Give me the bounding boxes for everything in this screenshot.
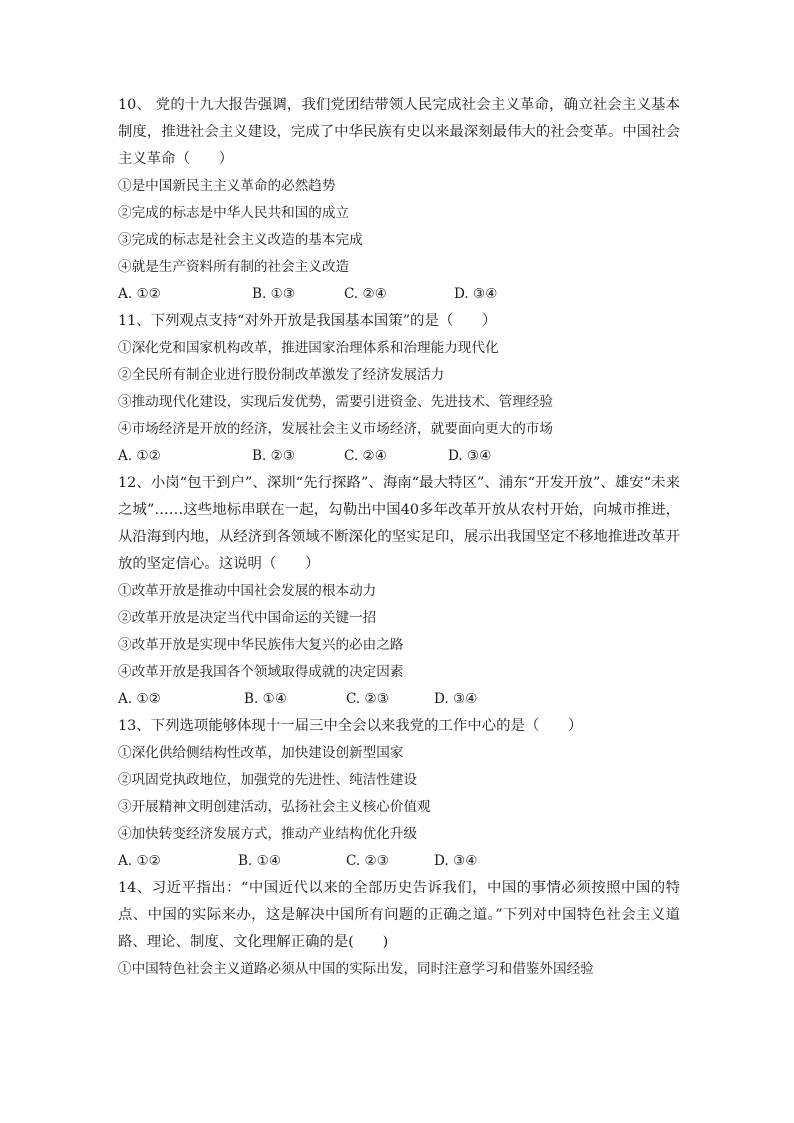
statement-option: ④加快转变经济发展方式，推动产业结构优化升级 (118, 826, 418, 842)
choice-b: B. ①④ (238, 853, 282, 869)
statement-option: ④改革开放是我国各个领域取得成就的决定因素 (118, 664, 404, 680)
answer-choices (118, 848, 680, 875)
question-stem: 12、小岗“包干到户”、深圳“先行探路”、海南“最大特区”、浦东“开发开放”、雄安“未来之城”……这些地标串联在一起，勾勒出中国40多年改革开放从农村开始，向城市推进，从沿海到内地，从经济到各领域不断深化的坚实足印，展示出我国坚定不移地推进改革开放的坚定信心。这说明（ ） (118, 475, 680, 572)
statement-option: ②完成的标志是中华人民共和国的成立 (118, 205, 350, 221)
choice-c: C. ②③ (346, 853, 389, 869)
question-stem: 10、 党的十九大报告强调，我们党团结带领人民完成社会主义革命，确立社会主义基本制度，推进社会主义建设，完成了中华民族有史以来最深刻最伟大的社会变革。中国社会主义革命（ ） (118, 97, 680, 167)
choice-d: D. ③④ (448, 448, 492, 464)
question-12 (118, 470, 680, 713)
answer-choices (118, 686, 680, 713)
choice-a: A. ①② (118, 448, 161, 464)
statement-option: ①改革开放是推动中国社会发展的根本动力 (118, 583, 377, 599)
choice-c: C. ②③ (346, 691, 389, 707)
choice-c: C. ②④ (344, 286, 387, 302)
statement-option: ①中国特色社会主义道路必须从中国的实际出发，同时注意学习和借鉴外国经验 (118, 961, 594, 977)
statement-option: ③改革开放是实现中华民族伟大复兴的必由之路 (118, 637, 404, 653)
statement-option: ④市场经济是开放的经济，发展社会主义市场经济，就要面向更大的市场 (118, 421, 553, 437)
statement-option: ④就是生产资料所有制的社会主义改造 (118, 259, 350, 275)
statement-option: ③开展精神文明创建活动，弘扬社会主义核心价值观 (118, 799, 431, 815)
choice-c: C. ②④ (344, 448, 387, 464)
page-content (118, 92, 680, 983)
answer-choices (118, 281, 680, 308)
choice-a: A. ①② (118, 286, 161, 302)
answer-choices (118, 443, 680, 470)
question-11 (118, 308, 680, 470)
statement-option: ③推动现代化建设，实现后发优势，需要引进资金、先进技术、管理经验 (118, 394, 553, 410)
choice-d: D. ③④ (434, 853, 478, 869)
choice-b: B. ①④ (244, 691, 288, 707)
question-stem: 13、下列选项能够体现十一届三中全会以来我党的工作中心的是（ ） (118, 718, 583, 734)
choice-d: D. ③④ (454, 286, 498, 302)
statement-option: ①深化党和国家机构改革，推进国家治理体系和治理能力现代化 (118, 340, 499, 356)
choice-a: A. ①② (118, 853, 161, 869)
statement-option: ①是中国新民主主义革命的必然趋势 (118, 178, 336, 194)
choice-b: B. ②③ (252, 448, 296, 464)
statement-option: ②巩固党执政地位，加强党的先进性、纯洁性建设 (118, 772, 418, 788)
question-stem: 11、下列观点支持“对外开放是我国基本国策”的是（ ） (118, 313, 497, 329)
question-10 (118, 92, 680, 308)
question-13 (118, 713, 680, 875)
statement-option: ②改革开放是决定当代中国命运的关键一招 (118, 610, 377, 626)
question-stem: 14、习近平指出：“中国近代以来的全部历史告诉我们，中国的事情必须按照中国的特点、中国的实际来办，这是解决中国所有问题的正确之道。”下列对中国特色社会主义道路、理论、制度、文化理解正确的是( ) (118, 880, 680, 950)
question-14 (118, 875, 680, 983)
choice-a: A. ①② (118, 691, 161, 707)
statement-option: ②全民所有制企业进行股份制改革激发了经济发展活力 (118, 367, 445, 383)
choice-d: D. ③④ (434, 691, 478, 707)
choice-b: B. ①③ (252, 286, 296, 302)
statement-option: ③完成的标志是社会主义改造的基本完成 (118, 232, 363, 248)
statement-option: ①深化供给侧结构性改革，加快建设创新型国家 (118, 745, 404, 761)
